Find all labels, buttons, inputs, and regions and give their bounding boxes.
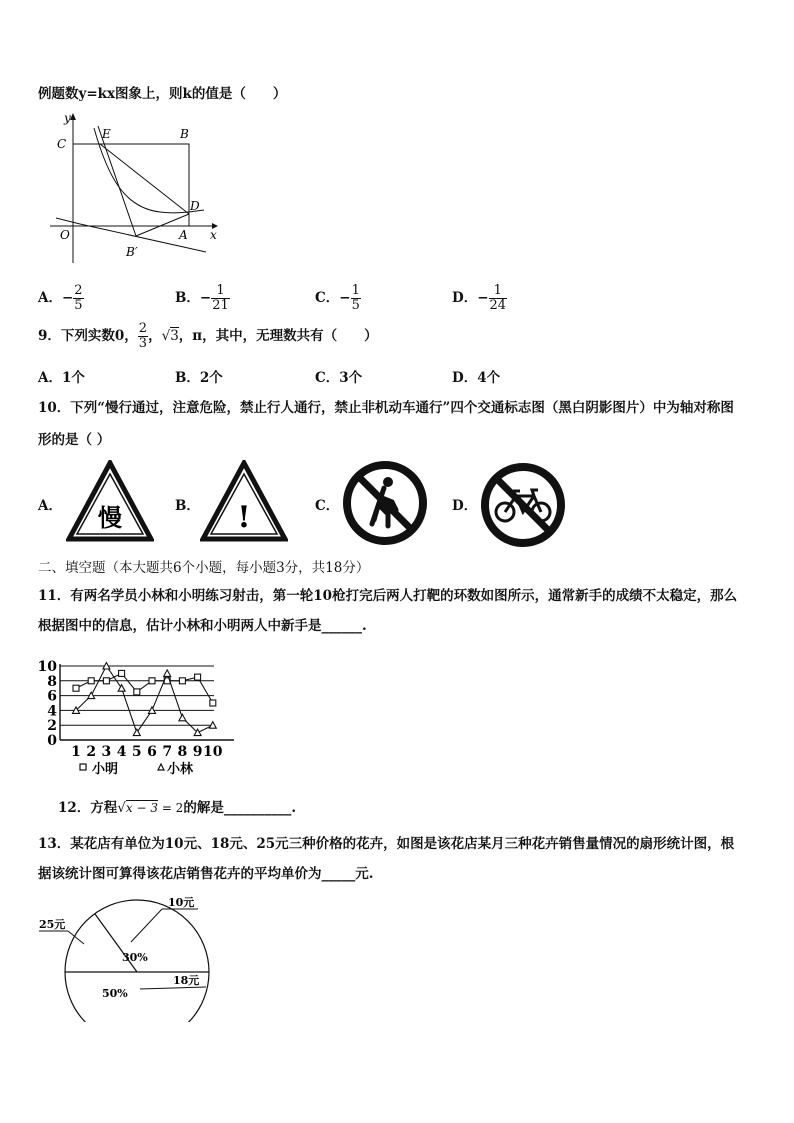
label-e: E	[102, 127, 111, 141]
warning-sign-char: !	[237, 500, 251, 535]
label-c: C	[57, 137, 67, 151]
chart-y-tick-label: 4	[47, 703, 57, 720]
q10-option-b-letter[interactable]: B．	[175, 498, 200, 514]
legend-square-marker	[80, 764, 86, 770]
slice-10-leader	[131, 909, 162, 942]
legend-xiaoming: 小明	[92, 762, 119, 777]
point-triangle	[164, 670, 171, 677]
line-e-bprime	[98, 126, 136, 236]
q12-stem: 12．方程√x − 3 = 2的解是__________.	[58, 800, 297, 816]
legend-xiaolin: 小林	[167, 762, 194, 777]
point-triangle	[179, 714, 186, 721]
label-a: A	[179, 228, 188, 242]
line-left-extension	[56, 218, 80, 224]
slice-18-value: 50%	[102, 987, 128, 1000]
q8-option-d[interactable]: D．− $\frac{1}{24}$	[452, 283, 507, 313]
shooting-line-chart	[36, 660, 236, 778]
point-triangle	[133, 729, 140, 736]
series-line-triangle	[76, 666, 213, 733]
point-square	[179, 678, 185, 684]
chart-x-tick-label: 2	[86, 744, 97, 760]
label-d: D	[190, 199, 200, 213]
q10-stem-line2: 形的是（ ）	[38, 432, 111, 448]
q8-option-c[interactable]: C．− $\frac{1}{5}$	[315, 283, 360, 313]
label-b: B	[180, 127, 189, 141]
label-b-prime: B′	[126, 245, 138, 259]
q9-option-b[interactable]: B．2个	[175, 370, 223, 386]
q11-stem-line2: 根据图中的信息，估计小林和小明两人中新手是______.	[38, 618, 367, 634]
q8-option-a[interactable]: A．− $\frac{2}{5}$	[38, 283, 83, 313]
chart-series	[73, 663, 217, 736]
chart-x-tick-label: 10	[203, 744, 223, 760]
slice-18-label: 18元	[173, 974, 200, 987]
chart-x-tick-label: 9	[192, 744, 203, 760]
q9-stem: 9．下列实数0， $\frac{2}{3}$ ，√3，π，其中，无理数共有（ ）	[38, 321, 378, 351]
q10-option-c-letter[interactable]: C．	[315, 498, 340, 514]
chart-x-tick-label: 8	[177, 744, 188, 760]
chart-x-tick-label: 3	[101, 744, 112, 760]
chart-grid	[60, 664, 234, 740]
point-square	[88, 678, 94, 684]
q9-option-a[interactable]: A．1个	[38, 370, 85, 386]
q10-option-d-letter[interactable]: D．	[452, 498, 478, 514]
q8-option-b[interactable]: B．− $\frac{1}{21}$	[175, 283, 229, 313]
warning-sign-icon	[200, 460, 288, 542]
q8-stem: 例题数y=kx图象上，则k的值是（ ）	[38, 86, 287, 102]
slice-10-value: 30%	[122, 951, 148, 964]
chart-y-tick-label: 6	[47, 688, 57, 705]
legend-triangle-marker	[158, 764, 164, 770]
q13-stem-line2: 据该统计图可算得该花店销售花卉的平均单价为_____元.	[38, 866, 374, 882]
slice-10-label: 10元	[168, 896, 195, 909]
point-square	[195, 674, 201, 680]
point-square	[103, 678, 109, 684]
chart-x-tick-label: 5	[131, 744, 142, 760]
chart-y-tick-label: 8	[47, 673, 57, 690]
chart-x-tick-label: 6	[147, 744, 157, 760]
chart-y-tick-label: 2	[47, 718, 57, 735]
chart-y-tick-label: 10	[37, 660, 57, 675]
slice-18-leader	[140, 987, 206, 989]
chart-y-ticks	[38, 660, 58, 749]
slow-sign-char: 慢	[98, 503, 122, 532]
slice-25-label: 25元	[39, 918, 66, 931]
chart-y-tick-label: 0	[47, 733, 57, 749]
chart-x-tick-label: 1	[71, 744, 81, 760]
point-square	[134, 689, 140, 695]
slow-sign-icon	[66, 460, 154, 542]
point-square	[73, 685, 79, 691]
label-o: O	[60, 228, 70, 242]
q10-stem-line1: 10．下列“慢行通过，注意危险，禁止行人通行，禁止非机动车通行”四个交通标志图（黑白阴影图片）中为轴对称图	[38, 400, 734, 416]
q9-option-d[interactable]: D．4个	[452, 370, 501, 386]
point-triangle	[118, 685, 125, 692]
sqrt-symbol: √	[161, 328, 171, 344]
no-bicycle-sign-icon	[478, 460, 568, 550]
q13-stem-line1: 13．某花店有单位为10元、18元、25元三种价格的花卉，如图是该花店某月三种花卉销售量情况的扇形统计图，根	[38, 836, 735, 852]
q8-geometry-figure	[40, 108, 225, 266]
q11-stem-line1: 11．有两名学员小林和小明练习射击，第一轮10枪打完后两人打靶的环数如图所示，通常新手的成绩不太稳定，那么	[38, 588, 738, 604]
flower-pie-chart	[36, 892, 226, 1022]
chart-legend	[80, 761, 194, 777]
q9-option-c[interactable]: C．3个	[315, 370, 363, 386]
chart-x-tick-label: 7	[162, 744, 173, 760]
point-square	[149, 678, 155, 684]
section-2-heading: 二、填空题（本大题共6个小题，每小题3分，共18分）	[38, 560, 370, 576]
chart-x-tick-label: 4	[116, 744, 127, 760]
series-line-square	[76, 673, 213, 703]
no-pedestrian-sign-icon	[340, 458, 430, 548]
point-square	[119, 670, 125, 676]
y-axis-arrow	[70, 113, 76, 120]
rectangle-oabc	[73, 144, 189, 226]
label-x: x	[210, 228, 217, 242]
label-y: y	[64, 111, 71, 125]
sqrt-symbol: √	[117, 800, 126, 816]
point-square	[210, 700, 216, 706]
q10-option-a-letter[interactable]: A．	[38, 498, 62, 514]
chart-x-ticks	[71, 744, 223, 760]
